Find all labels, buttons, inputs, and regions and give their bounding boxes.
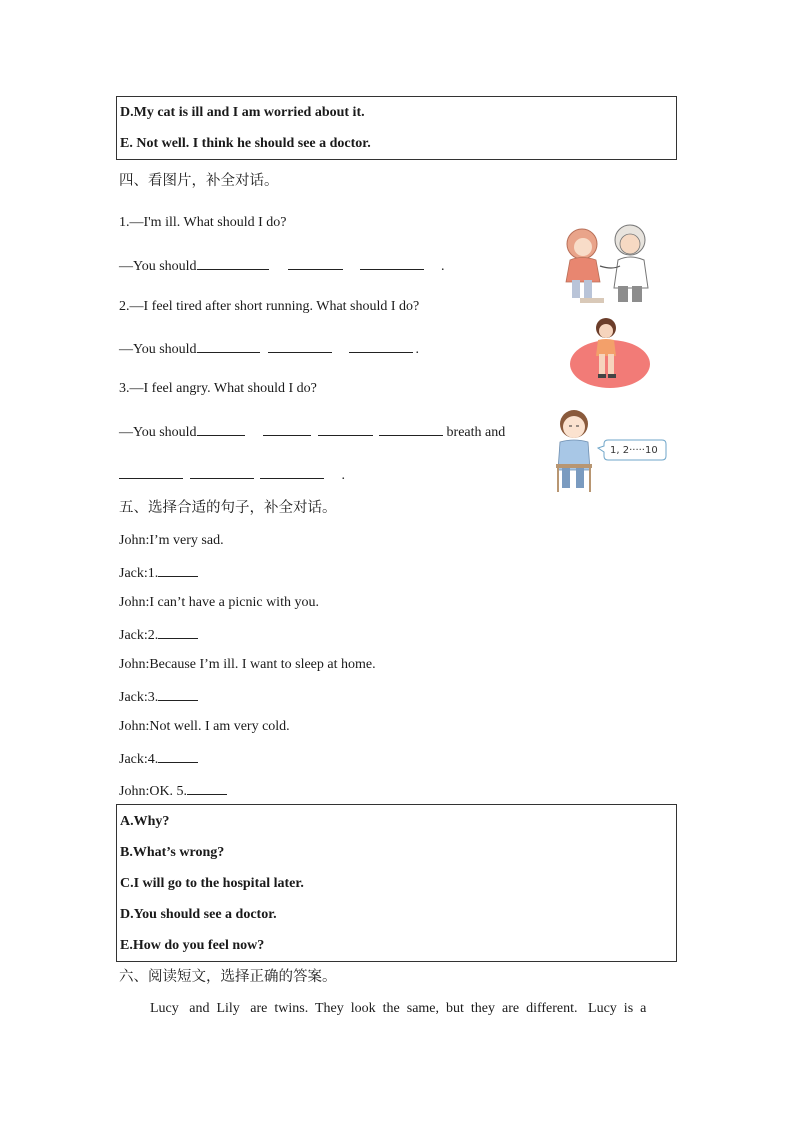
dialogue-line-6	[119, 687, 198, 707]
dialogue-blank-2[interactable]	[158, 625, 198, 639]
answer-2-blank-3[interactable]	[349, 339, 413, 353]
answer-3-blank-1[interactable]	[197, 422, 245, 436]
doctor-visit-illustration	[560, 222, 660, 306]
question-3: 3.—I feel angry. What should I do?	[119, 381, 317, 396]
dialogue-blank-4[interactable]	[158, 749, 198, 763]
answer-3-line-2	[119, 465, 345, 485]
answer-1-blank-2[interactable]	[288, 256, 343, 270]
dialogue-blank-1[interactable]	[158, 563, 198, 577]
answer-2-line	[119, 339, 419, 359]
dialogue-line-5: John:Because I’m ill. I want to sleep at home.	[119, 657, 376, 672]
option-e: E.How do you feel now?	[120, 938, 265, 953]
answer-3-mid-text: breath and	[446, 425, 506, 440]
option-b: B.What’s wrong?	[120, 845, 225, 860]
dialogue-blank-5[interactable]	[187, 781, 227, 795]
answer-3-blank-6[interactable]	[190, 465, 254, 479]
answer-3-blank-2[interactable]	[263, 422, 311, 436]
section-six-heading: 六、阅读短文，选择正确的答案。	[119, 969, 337, 985]
section-four-heading: 四、看图片，补全对话。	[119, 173, 279, 189]
dialogue-line-4-text: Jack:2.	[119, 628, 159, 643]
dialogue-line-9-text: John:OK. 5.	[119, 784, 188, 799]
tired-child-illustration	[568, 316, 662, 388]
dialogue-line-1: John:I’m very sad.	[119, 533, 224, 548]
dialogue-line-6-text: Jack:3.	[119, 690, 159, 705]
question-1: 1.—I'm ill. What should I do?	[119, 215, 287, 230]
section-five-heading: 五、选择合适的句子，补全对话。	[119, 500, 337, 516]
reading-passage: Lucy and Lily are twins. They look the same, but they are different. Lucy is a	[150, 1001, 647, 1016]
answer-3-blank-7[interactable]	[260, 465, 324, 479]
speech-bubble-text: 1, 2·····10	[610, 445, 658, 456]
option-a: A.Why?	[120, 814, 170, 829]
answer-3-line	[119, 422, 505, 442]
answer-1-end: .	[441, 259, 445, 274]
answer-1-prefix: —You should	[119, 259, 197, 274]
dialogue-line-8-text: Jack:4.	[119, 752, 159, 767]
answer-1-line	[119, 256, 445, 276]
answer-1-blank-1[interactable]	[197, 256, 269, 270]
answer-3-end: .	[341, 468, 345, 483]
option-e-top: E. Not well. I think he should see a doctor.	[120, 136, 371, 151]
answer-3-blank-4[interactable]	[379, 422, 443, 436]
answer-2-blank-2[interactable]	[268, 339, 332, 353]
answer-2-prefix: —You should	[119, 342, 197, 357]
question-2: 2.—I feel tired after short running. What should I do?	[119, 299, 420, 314]
answer-2-blank-1[interactable]	[197, 339, 260, 353]
dialogue-line-8	[119, 749, 198, 769]
answer-3-blank-3[interactable]	[318, 422, 373, 436]
dialogue-line-2-text: Jack:1.	[119, 566, 159, 581]
answer-2-end: .	[415, 342, 420, 357]
answer-3-blank-5[interactable]	[119, 465, 183, 479]
option-d: D.You should see a doctor.	[120, 907, 277, 922]
dialogue-blank-3[interactable]	[158, 687, 198, 701]
dialogue-line-2	[119, 563, 198, 583]
dialogue-line-7: John:Not well. I am very cold.	[119, 719, 290, 734]
answer-1-blank-3[interactable]	[360, 256, 424, 270]
option-c: C.I will go to the hospital later.	[120, 876, 304, 891]
dialogue-line-9	[119, 781, 227, 801]
option-d-top: D.My cat is ill and I am worried about it.	[120, 105, 365, 120]
dialogue-line-3: John:I can’t have a picnic with you.	[119, 595, 319, 610]
answer-3-prefix: —You should	[119, 425, 197, 440]
dialogue-line-4	[119, 625, 198, 645]
